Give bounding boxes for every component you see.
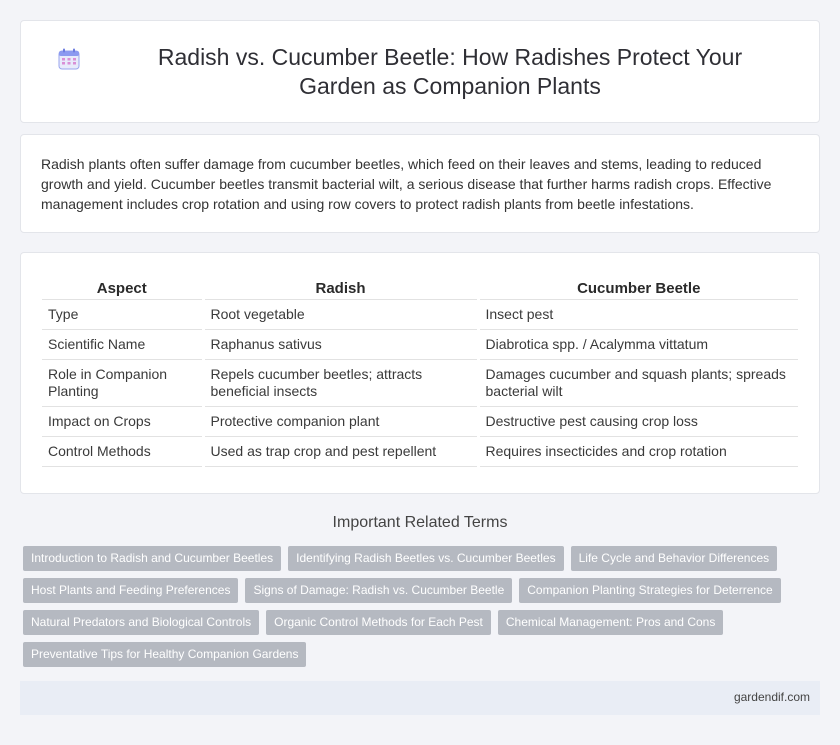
table-cell: Damages cucumber and squash plants; spreads bacterial wilt — [478, 360, 798, 407]
header-aspect: Aspect — [42, 276, 203, 300]
related-terms-list — [23, 546, 823, 674]
table-header-row — [42, 276, 798, 300]
related-term-link[interactable]: Preventative Tips for Healthy Companion Gardens — [23, 642, 306, 667]
page-title: Radish vs. Cucumber Beetle: How Radishes Protect Your Garden as Companion Plants — [157, 43, 743, 99]
intro-card — [20, 134, 820, 233]
table-row — [42, 407, 798, 437]
table-cell: Requires insecticides and crop rotation — [478, 437, 798, 467]
table-row — [42, 300, 798, 330]
related-term-link[interactable]: Signs of Damage: Radish vs. Cucumber Beetle — [245, 578, 512, 603]
table-cell: Diabrotica spp. / Acalymma vittatum — [478, 330, 798, 360]
table-cell: Raphanus sativus — [203, 330, 478, 360]
footer — [20, 681, 820, 715]
related-term-link[interactable]: Introduction to Radish and Cucumber Beetles — [23, 546, 281, 571]
table-cell: Used as trap crop and pest repellent — [203, 437, 478, 467]
table-row — [42, 437, 798, 467]
related-term-link[interactable]: Life Cycle and Behavior Differences — [571, 546, 778, 571]
table-cell: Scientific Name — [42, 330, 203, 360]
header-cucumber-beetle: Cucumber Beetle — [478, 276, 798, 300]
title-card — [20, 20, 820, 123]
table-cell: Repels cucumber beetles; attracts beneficial insects — [203, 360, 478, 407]
header-radish: Radish — [203, 276, 478, 300]
related-term-link[interactable]: Organic Control Methods for Each Pest — [266, 610, 491, 635]
related-terms-title: Important Related Terms — [332, 514, 508, 531]
related-term-link[interactable]: Identifying Radish Beetles vs. Cucumber Beetles — [288, 546, 563, 571]
table-row — [42, 330, 798, 360]
table-cell: Protective companion plant — [203, 407, 478, 437]
table-cell: Impact on Crops — [42, 407, 203, 437]
table-cell: Role in Companion Planting — [42, 360, 203, 407]
table-cell: Control Methods — [42, 437, 203, 467]
table-cell: Insect pest — [478, 300, 798, 330]
comparison-table — [42, 276, 798, 467]
related-term-link[interactable]: Chemical Management: Pros and Cons — [498, 610, 723, 635]
table-cell: Destructive pest causing crop loss — [478, 407, 798, 437]
footer-site-link[interactable]: gardendif.com — [733, 690, 810, 704]
related-term-link[interactable]: Companion Planting Strategies for Deterrence — [519, 578, 780, 603]
table-row — [42, 360, 798, 407]
comparison-card — [20, 252, 820, 494]
table-cell: Type — [42, 300, 203, 330]
table-cell: Root vegetable — [203, 300, 478, 330]
related-term-link[interactable]: Host Plants and Feeding Preferences — [23, 578, 238, 603]
related-term-link[interactable]: Natural Predators and Biological Controls — [23, 610, 259, 635]
intro-paragraph: Radish plants often suffer damage from cucumber beetles, which feed on their leaves and stems, leading to reduced growth and yield. Cucumber beetles transmit bacterial wilt, a serious disease that further harms radish crops. Effective management includes crop rotation and using row covers to protect radish plants from beetle infestations. — [41, 156, 772, 212]
